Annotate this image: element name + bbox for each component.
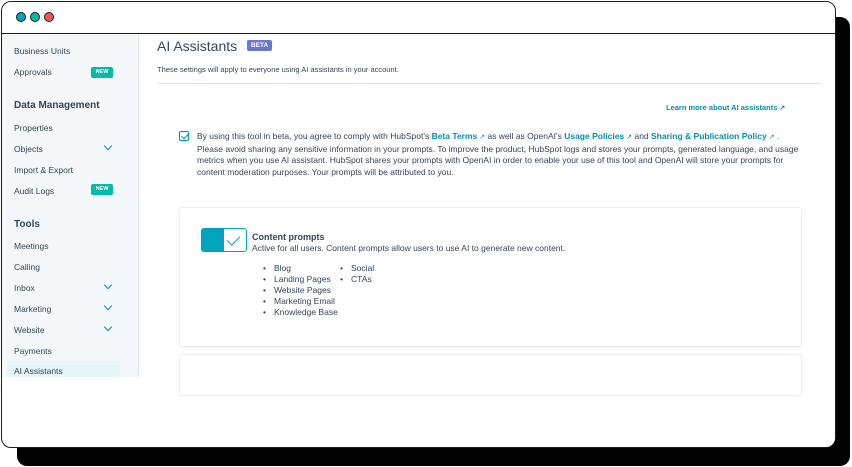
sidebar-item-payments[interactable]: Payments	[14, 346, 52, 356]
chevron-down-icon[interactable]	[104, 302, 112, 310]
next-settings-card	[179, 354, 802, 396]
external-link-icon: ↗	[479, 134, 486, 141]
sidebar-item-ai-assistants[interactable]: AI Assistants	[14, 366, 63, 376]
new-badge: NEW	[91, 67, 113, 78]
learn-more-label[interactable]: Learn more about AI assistants	[666, 103, 778, 112]
sidebar-item-import-export[interactable]: Import & Export	[14, 165, 74, 175]
page-description: These settings will apply to everyone using AI assistants in your account.	[157, 65, 399, 74]
sidebar-item-calling[interactable]: Calling	[14, 262, 40, 272]
chevron-down-icon[interactable]	[104, 281, 112, 289]
list-item: • Website Pages	[263, 285, 338, 296]
sidebar-heading-tools: Tools	[14, 219, 40, 230]
consent-text-part: as well as OpenAI's	[485, 131, 565, 141]
chevron-down-icon[interactable]	[104, 323, 112, 331]
list-item: • Landing Pages	[263, 274, 338, 285]
sidebar-item-audit-logs[interactable]: Audit Logs	[14, 186, 55, 196]
external-link-icon: ↗	[779, 105, 786, 112]
content-prompts-description: Active for all users. Content prompts allow users to use AI to generate new content.	[252, 243, 566, 253]
list-item: • CTAs	[340, 274, 374, 285]
content-prompts-card	[179, 207, 802, 347]
list-item: • Knowledge Base	[263, 307, 338, 318]
consent-checkbox[interactable]	[179, 131, 189, 141]
sidebar-item-objects[interactable]: Objects	[14, 144, 43, 154]
beta-badge: BETA	[247, 40, 272, 51]
sidebar-item-inbox[interactable]: Inbox	[14, 283, 35, 293]
checkmark-icon	[227, 232, 240, 245]
consent-text	[197, 131, 802, 178]
sidebar-item-properties[interactable]: Properties	[14, 123, 53, 133]
close-window-dot[interactable]	[16, 12, 26, 22]
app-window	[1, 1, 836, 448]
external-link-icon: ↗	[768, 134, 775, 141]
minimize-window-dot[interactable]	[30, 12, 40, 22]
sidebar-item-marketing[interactable]: Marketing	[14, 304, 52, 314]
main-content	[139, 34, 835, 447]
consent-text-part: and	[632, 131, 652, 141]
sidebar-item-business-units[interactable]: Business Units	[14, 46, 71, 56]
learn-more-link[interactable]	[666, 103, 785, 112]
sidebar-heading-data-management: Data Management	[14, 100, 100, 111]
consent-text-part: By using this tool in beta, you agree to comply with HubSpot's	[197, 131, 432, 141]
list-item: • Social	[340, 263, 374, 274]
sharing-publication-policy-link[interactable]: Sharing & Publication Policy	[651, 131, 767, 141]
list-item: • Marketing Email	[263, 296, 338, 307]
toggle-knob	[202, 229, 224, 251]
beta-terms-link[interactable]: Beta Terms	[431, 131, 478, 141]
sidebar-item-approvals[interactable]: Approvals	[14, 67, 52, 77]
content-types-list-2	[340, 263, 374, 285]
content-prompts-title: Content prompts	[252, 232, 325, 242]
usage-policies-link[interactable]: Usage Policies	[564, 131, 625, 141]
chevron-down-icon[interactable]	[104, 142, 112, 150]
sidebar-item-meetings[interactable]: Meetings	[14, 241, 49, 251]
list-item: • Blog	[263, 263, 338, 274]
page-title: AI Assistants	[157, 38, 238, 54]
external-link-icon: ↗	[626, 134, 633, 141]
title-bar	[2, 2, 835, 34]
content-types-list	[263, 263, 338, 318]
consent-text-part: . Please avoid sharing any sensitive information in your prompts. To improve the product, HubSpot logs and stores your prompts, generated language, and usage metrics when you use AI assistant. HubSpot shares your prompts with OpenAI in order to enable your use of this tool and OpenAI will store your prompts for content moderation purposes. Your prompts will be attributed to you.	[197, 131, 799, 177]
new-badge: NEW	[91, 184, 113, 195]
maximize-window-dot[interactable]	[44, 12, 54, 22]
settings-sidebar	[2, 34, 139, 377]
sidebar-item-website[interactable]: Website	[14, 325, 45, 335]
content-prompts-toggle[interactable]	[201, 228, 247, 252]
divider	[157, 83, 821, 84]
